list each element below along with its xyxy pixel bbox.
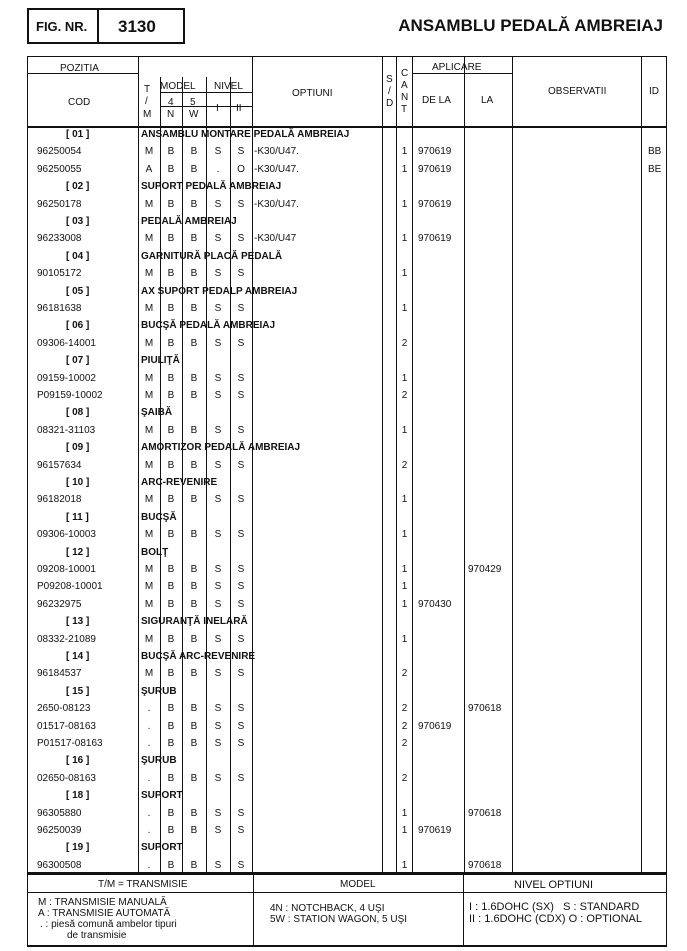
cell-nivel-i: .	[216, 164, 220, 175]
cell-cant: 1	[401, 529, 408, 540]
cell-model-5w: B	[190, 373, 198, 384]
part-code: 96305880	[37, 808, 82, 819]
position-number: [ 14 ]	[66, 651, 90, 662]
cell-nivel-ii: S	[237, 738, 245, 749]
cell-tm: .	[147, 773, 151, 784]
cell-nivel-ii: S	[237, 668, 245, 679]
col-header-cod: COD	[68, 97, 91, 108]
cell-nivel-i: S	[214, 460, 222, 471]
legend-tm-line-3: . : piesă comună ambelor tipuri	[40, 919, 177, 930]
cell-nivel-i: S	[214, 390, 222, 401]
legend-nivel-line-2: II : 1.6DOHC (CDX) O : OPTIONAL	[469, 913, 642, 925]
table-vertical-rule	[160, 77, 161, 873]
cell-nivel-i: S	[214, 668, 222, 679]
position-number: [ 08 ]	[66, 407, 90, 418]
cell-cant: 2	[401, 338, 408, 349]
part-code: 08321-31103	[37, 425, 96, 436]
col-header-model-5: 5	[190, 97, 196, 108]
cell-tm: .	[147, 721, 151, 732]
cell-model-5w: B	[190, 390, 198, 401]
cell-model-5w: B	[190, 721, 198, 732]
cell-nivel-i: S	[214, 303, 222, 314]
table-vertical-rule	[641, 56, 642, 873]
part-code: 08332-21089	[37, 634, 96, 645]
col-header-cant-c: C	[401, 68, 409, 79]
cell-tm: M	[144, 634, 154, 645]
cell-nivel-i: S	[214, 738, 222, 749]
cell-model-5w: B	[190, 164, 198, 175]
cell-nivel-ii: O	[237, 164, 245, 175]
cell-model-4n: B	[167, 146, 175, 157]
col-header-cant-t: T	[401, 104, 408, 115]
table-vertical-rule	[182, 77, 183, 873]
table-vertical-rule	[464, 56, 465, 873]
legend-model-line-2: 5W : STATION WAGON, 5 UŞI	[270, 914, 408, 925]
cell-tm: .	[147, 703, 151, 714]
col-header-tm-m: M	[143, 109, 152, 120]
cell-nivel-ii: S	[237, 373, 245, 384]
col-header-de-la: DE LA	[422, 95, 451, 106]
part-code: 96233008	[37, 233, 82, 244]
cell-model-5w: B	[190, 773, 198, 784]
cell-de-la: 970619	[418, 199, 452, 210]
position-name: AX SUPORT PEDALP AMBREIAJ	[141, 286, 298, 297]
cell-nivel-i: S	[214, 268, 222, 279]
cell-model-4n: B	[167, 460, 175, 471]
cell-nivel-i: S	[214, 721, 222, 732]
part-code: 09208-10001	[37, 564, 96, 575]
cell-model-4n: B	[167, 373, 175, 384]
cell-nivel-i: S	[214, 634, 222, 645]
cell-id: BB	[648, 146, 662, 157]
cell-optiuni: -K30/U47.	[254, 146, 300, 157]
legend-model-title: MODEL	[340, 879, 376, 890]
part-code: 90105172	[37, 268, 82, 279]
part-code: 96157634	[37, 460, 82, 471]
cell-model-5w: B	[190, 634, 198, 645]
cell-model-5w: B	[190, 564, 198, 575]
cell-nivel-ii: S	[237, 860, 245, 871]
col-header-nivel: NIVEL	[214, 81, 243, 92]
table-vertical-rule	[253, 873, 254, 945]
part-code: 09159-10002	[37, 373, 96, 384]
cell-tm: M	[144, 146, 154, 157]
fig-label: FIG. NR.	[36, 19, 88, 34]
col-header-id: ID	[649, 86, 659, 97]
col-header-aplicare: APLICARE	[432, 62, 482, 73]
cell-nivel-i: S	[214, 860, 222, 871]
col-header-model: MODEL	[160, 81, 196, 92]
legend-nivel-line-1: I : 1.6DOHC (SX) S : STANDARD	[469, 901, 640, 913]
cell-de-la: 970619	[418, 721, 452, 732]
cell-nivel-ii: S	[237, 494, 245, 505]
cell-de-la: 970619	[418, 164, 452, 175]
cell-cant: 2	[401, 773, 408, 784]
position-name: AMORTIZOR PEDALĂ AMBREIAJ	[141, 442, 301, 453]
cell-cant: 2	[401, 390, 408, 401]
cell-cant: 1	[401, 199, 408, 210]
col-header-cant-a: A	[401, 80, 408, 91]
table-vertical-rule	[230, 77, 231, 873]
cell-nivel-ii: S	[237, 564, 245, 575]
cell-model-4n: B	[167, 703, 175, 714]
col-header-la: LA	[481, 95, 494, 106]
table-vertical-rule	[27, 873, 28, 945]
col-header-sd-slash: /	[388, 86, 391, 97]
cell-nivel-ii: S	[237, 199, 245, 210]
cell-cant: 1	[401, 303, 408, 314]
part-code: 96300508	[37, 860, 82, 871]
cell-model-5w: B	[190, 338, 198, 349]
cell-cant: 1	[401, 233, 408, 244]
position-name: SIGURANŢĂ INELARĂ	[141, 616, 248, 627]
cell-de-la: 970619	[418, 233, 452, 244]
cell-model-4n: B	[167, 268, 175, 279]
cell-nivel-i: S	[214, 703, 222, 714]
col-header-nivel-i: I	[216, 103, 219, 114]
legend-nivel-title: NIVEL OPTIUNI	[514, 879, 594, 891]
cell-nivel-i: S	[214, 564, 222, 575]
cell-cant: 1	[401, 581, 408, 592]
position-name: ARC-REVENIRE	[141, 477, 218, 488]
position-name: BUCŞĂ ARC-REVENIRE	[141, 651, 256, 662]
cell-model-4n: B	[167, 199, 175, 210]
position-name: BUCŞĂ	[141, 512, 177, 523]
cell-cant: 1	[401, 268, 408, 279]
part-code: 2650-08123	[37, 703, 91, 714]
cell-tm: M	[144, 564, 154, 575]
position-number: [ 12 ]	[66, 547, 90, 558]
position-number: [ 13 ]	[66, 616, 90, 627]
cell-model-5w: B	[190, 668, 198, 679]
cell-model-5w: B	[190, 146, 198, 157]
cell-de-la: 970619	[418, 146, 452, 157]
cell-model-5w: B	[190, 460, 198, 471]
legend-tm-line-4: de transmisie	[67, 930, 127, 941]
cell-model-5w: B	[190, 825, 198, 836]
cell-nivel-i: S	[214, 338, 222, 349]
cell-la: 970618	[468, 703, 502, 714]
cell-model-5w: B	[190, 529, 198, 540]
cell-model-4n: B	[167, 564, 175, 575]
position-number: [ 07 ]	[66, 355, 90, 366]
cell-cant: 1	[401, 599, 408, 610]
cell-model-5w: B	[190, 581, 198, 592]
position-number: [ 11 ]	[66, 512, 89, 523]
position-number: [ 03 ]	[66, 216, 90, 227]
part-code: 96250055	[37, 164, 82, 175]
cell-nivel-ii: S	[237, 721, 245, 732]
cell-model-4n: B	[167, 825, 175, 836]
legend-model-line-1: 4N : NOTCHBACK, 4 UŞI	[270, 903, 385, 914]
position-number: [ 01 ]	[66, 129, 90, 140]
cell-cant: 1	[401, 808, 408, 819]
cell-la: 970618	[468, 808, 502, 819]
cell-nivel-ii: S	[237, 268, 245, 279]
cell-tm: M	[144, 268, 154, 279]
cell-nivel-i: S	[214, 581, 222, 592]
col-header-tm-slash: /	[145, 96, 148, 107]
cell-model-4n: B	[167, 425, 175, 436]
cell-tm: A	[145, 164, 153, 175]
cell-nivel-ii: S	[237, 634, 245, 645]
col-header-nivel-ii: II	[236, 103, 242, 114]
cell-model-4n: B	[167, 233, 175, 244]
cell-model-4n: B	[167, 773, 175, 784]
parts-table-frame	[27, 56, 667, 873]
cell-cant: 1	[401, 634, 408, 645]
col-header-model-w: W	[189, 109, 199, 120]
table-vertical-rule	[252, 56, 253, 873]
part-code: P09159-10002	[37, 390, 103, 401]
cell-model-5w: B	[190, 268, 198, 279]
cell-model-5w: B	[190, 425, 198, 436]
cell-model-5w: B	[190, 494, 198, 505]
cell-tm: M	[144, 460, 154, 471]
cell-model-5w: B	[190, 738, 198, 749]
table-vertical-rule	[463, 873, 464, 945]
position-number: [ 02 ]	[66, 181, 90, 192]
col-header-tm-t: T	[144, 84, 151, 95]
cell-model-4n: B	[167, 721, 175, 732]
cell-model-4n: B	[167, 599, 175, 610]
position-name: GARNITURĂ PLACĂ PEDALĂ	[141, 251, 283, 262]
position-number: [ 05 ]	[66, 286, 90, 297]
table-horizontal-rule	[27, 945, 667, 947]
table-vertical-rule	[412, 56, 413, 873]
cell-tm: M	[144, 233, 154, 244]
cell-cant: 2	[401, 703, 408, 714]
cell-tm: M	[144, 494, 154, 505]
cell-nivel-ii: S	[237, 146, 245, 157]
part-code: 09306-10003	[37, 529, 96, 540]
cell-tm: M	[144, 373, 154, 384]
cell-cant: 1	[401, 164, 408, 175]
part-code: 96250054	[37, 146, 82, 157]
cell-model-5w: B	[190, 199, 198, 210]
col-header-observatii: OBSERVATII	[548, 86, 607, 97]
cell-nivel-i: S	[214, 599, 222, 610]
cell-model-5w: B	[190, 599, 198, 610]
cell-model-4n: B	[167, 529, 175, 540]
part-code: 01517-08163	[37, 721, 96, 732]
col-header-cant-n: N	[401, 92, 409, 103]
cell-cant: 1	[401, 860, 408, 871]
cell-model-5w: B	[190, 233, 198, 244]
cell-nivel-ii: S	[237, 703, 245, 714]
cell-nivel-ii: S	[237, 233, 245, 244]
position-number: [ 04 ]	[66, 251, 90, 262]
legend-tm-line-2: A : TRANSMISIE AUTOMATĂ	[38, 908, 171, 919]
position-name: PEDALĂ AMBREIAJ	[141, 216, 237, 227]
col-header-model-n: N	[167, 109, 175, 120]
position-number: [ 18 ]	[66, 790, 90, 801]
cell-model-4n: B	[167, 808, 175, 819]
cell-model-5w: B	[190, 303, 198, 314]
position-name: ANSAMBLU MONTARE PEDALĂ AMBREIAJ	[141, 129, 350, 140]
table-horizontal-rule	[27, 892, 667, 893]
col-header-sd-s: S	[386, 74, 393, 85]
col-header-sd-d: D	[386, 98, 394, 109]
cell-tm: M	[144, 668, 154, 679]
cell-tm: M	[144, 599, 154, 610]
cell-nivel-i: S	[214, 146, 222, 157]
cell-tm: M	[144, 199, 154, 210]
part-code: 96232975	[37, 599, 82, 610]
table-horizontal-rule	[27, 126, 667, 128]
part-code: 96182018	[37, 494, 82, 505]
cell-tm: .	[147, 860, 151, 871]
cell-nivel-i: S	[214, 199, 222, 210]
table-vertical-rule	[512, 56, 513, 873]
cell-optiuni: -K30/U47.	[254, 164, 300, 175]
cell-nivel-ii: S	[237, 529, 245, 540]
cell-nivel-i: S	[214, 373, 222, 384]
position-name: SUPORT	[141, 842, 183, 853]
page-title: ANSAMBLU PEDALĂ AMBREIAJ	[398, 16, 663, 35]
cell-tm: M	[144, 529, 154, 540]
cell-nivel-ii: S	[237, 581, 245, 592]
cell-cant: 1	[401, 425, 408, 436]
position-number: [ 10 ]	[66, 477, 90, 488]
cell-optiuni: -K30/U47	[254, 233, 297, 244]
cell-cant: 1	[401, 825, 408, 836]
cell-de-la: 970619	[418, 825, 452, 836]
cell-optiuni: -K30/U47.	[254, 199, 300, 210]
cell-cant: 1	[401, 373, 408, 384]
part-code: 96250039	[37, 825, 82, 836]
cell-nivel-i: S	[214, 425, 222, 436]
cell-nivel-ii: S	[237, 599, 245, 610]
position-number: [ 09 ]	[66, 442, 90, 453]
cell-model-4n: B	[167, 738, 175, 749]
cell-tm: M	[144, 390, 154, 401]
cell-model-4n: B	[167, 860, 175, 871]
position-number: [ 16 ]	[66, 755, 90, 766]
cell-tm: .	[147, 738, 151, 749]
cell-nivel-i: S	[214, 529, 222, 540]
part-code: P09208-10001	[37, 581, 103, 592]
cell-cant: 1	[401, 146, 408, 157]
cell-cant: 2	[401, 721, 408, 732]
col-header-model-4: 4	[168, 97, 174, 108]
legend-tm-line-1: M : TRANSMISIE MANUALĂ	[38, 897, 167, 908]
legend-tm-title: T/M = TRANSMISIE	[98, 879, 188, 890]
position-number: [ 06 ]	[66, 320, 90, 331]
cell-tm: M	[144, 581, 154, 592]
cell-model-4n: B	[167, 581, 175, 592]
table-vertical-rule	[206, 77, 207, 873]
table-vertical-rule	[666, 873, 667, 945]
cell-nivel-ii: S	[237, 390, 245, 401]
cell-nivel-ii: S	[237, 425, 245, 436]
cell-nivel-i: S	[214, 233, 222, 244]
cell-id: BE	[648, 164, 662, 175]
cell-tm: M	[144, 338, 154, 349]
cell-model-4n: B	[167, 668, 175, 679]
cell-cant: 2	[401, 738, 408, 749]
cell-cant: 1	[401, 564, 408, 575]
cell-la: 970429	[468, 564, 502, 575]
part-code: 02650-08163	[37, 773, 96, 784]
cell-model-4n: B	[167, 303, 175, 314]
cell-nivel-ii: S	[237, 808, 245, 819]
cell-model-4n: B	[167, 494, 175, 505]
cell-model-4n: B	[167, 164, 175, 175]
cell-model-4n: B	[167, 390, 175, 401]
table-horizontal-rule	[27, 873, 667, 875]
cell-de-la: 970430	[418, 599, 452, 610]
cell-nivel-ii: S	[237, 825, 245, 836]
position-number: [ 19 ]	[66, 842, 90, 853]
cell-cant: 1	[401, 494, 408, 505]
table-vertical-rule	[382, 56, 383, 873]
table-horizontal-rule	[412, 73, 512, 74]
fig-number: 3130	[118, 17, 156, 36]
position-name: ŞURUB	[141, 686, 177, 697]
cell-nivel-ii: S	[237, 338, 245, 349]
cell-model-4n: B	[167, 634, 175, 645]
part-code: 96181638	[37, 303, 82, 314]
cell-nivel-i: S	[214, 773, 222, 784]
cell-model-5w: B	[190, 703, 198, 714]
cell-tm: M	[144, 425, 154, 436]
position-name: SUPORT PEDALĂ AMBREIAJ	[141, 181, 282, 192]
part-code: 09306-14001	[37, 338, 96, 349]
position-name: ŞURUB	[141, 755, 177, 766]
cell-nivel-i: S	[214, 494, 222, 505]
position-name: BOLŢ	[141, 547, 169, 558]
cell-model-5w: B	[190, 808, 198, 819]
cell-nivel-ii: S	[237, 303, 245, 314]
part-code: P01517-08163	[37, 738, 103, 749]
part-code: 96250178	[37, 199, 82, 210]
cell-cant: 2	[401, 460, 408, 471]
cell-model-4n: B	[167, 338, 175, 349]
part-code: 96184537	[37, 668, 82, 679]
cell-tm: M	[144, 303, 154, 314]
cell-tm: .	[147, 808, 151, 819]
cell-nivel-ii: S	[237, 460, 245, 471]
position-name: SUPORT	[141, 790, 183, 801]
position-number: [ 15 ]	[66, 686, 90, 697]
cell-nivel-i: S	[214, 825, 222, 836]
cell-la: 970618	[468, 860, 502, 871]
col-header-optiuni: OPTIUNI	[292, 88, 333, 99]
position-name: BUCŞĂ PEDALĂ AMBREIAJ	[141, 320, 276, 331]
cell-cant: 2	[401, 668, 408, 679]
position-name: ŞAIBĂ	[141, 407, 173, 418]
cell-nivel-ii: S	[237, 773, 245, 784]
position-name: PIULIŢĂ	[141, 355, 180, 366]
cell-model-5w: B	[190, 860, 198, 871]
cell-tm: .	[147, 825, 151, 836]
col-header-pozitia: POZITIA	[60, 63, 99, 74]
cell-nivel-i: S	[214, 808, 222, 819]
fig-box-divider	[97, 8, 99, 44]
